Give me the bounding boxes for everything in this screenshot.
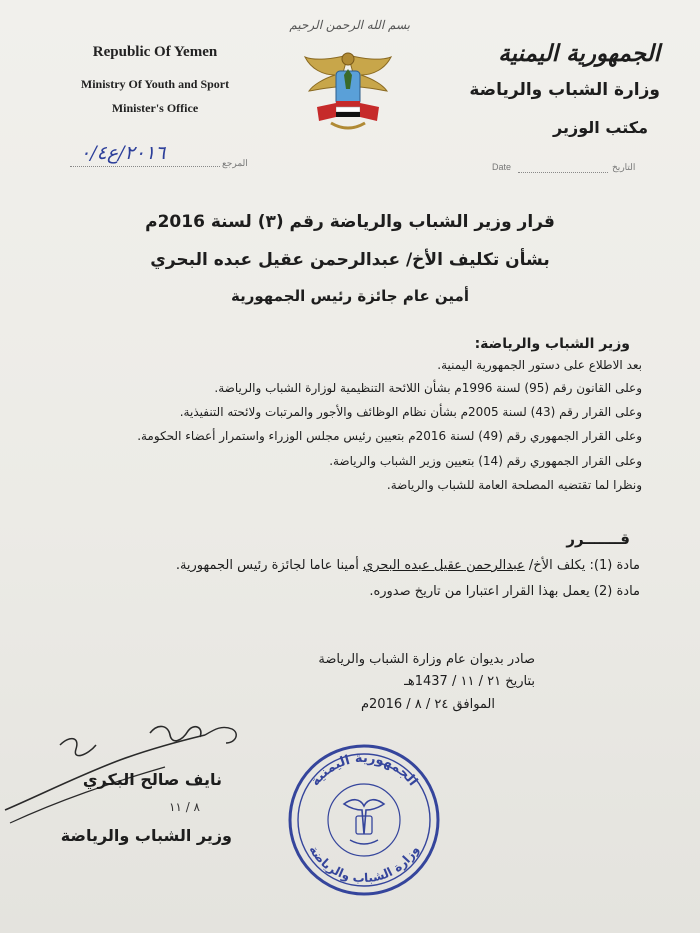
basmala: بسم الله الرحمن الرحيم — [289, 18, 410, 32]
decision-subject: بشأن تكليف الأخ/ عبدالرحمن عقيل عبده البحري — [150, 250, 550, 270]
issuance-place: صادر بديوان عام وزارة الشباب والرياضة — [318, 652, 535, 667]
preamble-heading: وزير الشباب والرياضة: — [474, 336, 630, 352]
preamble-line: وعلى القرار رقم (43) لسنة 2005م بشأن نظام الوظائف والأجور والمرتبات ولائحته التنفيذية. — [179, 405, 642, 419]
date-dotted-line — [518, 172, 608, 173]
header-ar-ministry: وزارة الشباب والرياضة — [469, 80, 660, 100]
article-1 — [176, 558, 640, 573]
ref-dotted-line — [70, 166, 220, 167]
svg-text:وزارة الشباب والرياضة — [306, 843, 422, 885]
article-1-suffix: أمينا عاما لجائزة رئيس الجمهورية. — [175, 558, 359, 573]
preamble-line: وعلى القرار الجمهوري رقم (49) لسنة 2016م بتعيين رئيس مجلس الوزراء واستمرار أعضاء الحكومة. — [137, 429, 642, 443]
article-1-name: عبدالرحمن عقيل عبده البحري — [363, 558, 525, 573]
header-ar-office: مكتب الوزير — [553, 118, 648, 137]
stamp-bottom-text: وزارة الشباب والرياضة — [306, 843, 422, 886]
preamble-line: ونظرا لما تقتضيه المصلحة العامة للشباب والرياضة. — [386, 478, 642, 492]
ref-number-handwritten: ٢٠١٦/ع٠/٤ — [80, 142, 166, 164]
article-1-prefix: مادة (1): يكلف الأخ/ — [528, 558, 640, 573]
yemen-eagle-emblem-icon — [303, 45, 393, 135]
signatory-title: وزير الشباب والرياضة — [60, 826, 232, 845]
header-en-country: Republic Of Yemen — [92, 44, 218, 60]
signatory-name: نايف صالح البكري — [82, 770, 222, 789]
header-en-office: Minister's Office — [111, 101, 199, 115]
signature-scribble — [0, 705, 260, 825]
ref-label: المرجع — [222, 158, 248, 168]
preamble-line: بعد الاطلاع على دستور الجمهورية اليمنية. — [437, 358, 642, 372]
preamble-line: وعلى القرار الجمهوري رقم (14) بتعيين وزير الشباب والرياضة. — [329, 454, 642, 468]
stamp-top-text: الجمهورية اليمنية — [307, 750, 421, 790]
official-stamp — [286, 742, 442, 898]
header-ar-country: الجمهورية اليمنية — [498, 40, 660, 67]
article-2: مادة (2) يعمل بهذا القرار اعتبارا من تاريخ صدوره. — [369, 584, 640, 599]
signatory-hand-note: ٨ / ١١ — [168, 800, 200, 814]
preamble-line: وعلى القانون رقم (95) لسنة 1996م بشأن اللائحة التنظيمية لوزارة الشباب والرياضة. — [214, 381, 642, 395]
issuance-hijri-date: بتاريخ ٢١ / ١١ / 1437هـ — [404, 674, 535, 689]
decision-heading: قـــــــرر — [566, 530, 630, 548]
date-label-ar: التاريخ — [612, 162, 636, 172]
date-label-en: Date — [492, 162, 512, 172]
header-en-ministry: Ministry Of Youth and Sport — [80, 77, 230, 91]
issuance-gregorian-date: الموافق ٢٤ / ٨ / 2016م — [360, 697, 495, 712]
decision-position: أمين عام جائزة رئيس الجمهورية — [231, 287, 469, 305]
decision-title: قرار وزير الشباب والرياضة رقم (٣) لسنة 2016م — [145, 212, 555, 232]
